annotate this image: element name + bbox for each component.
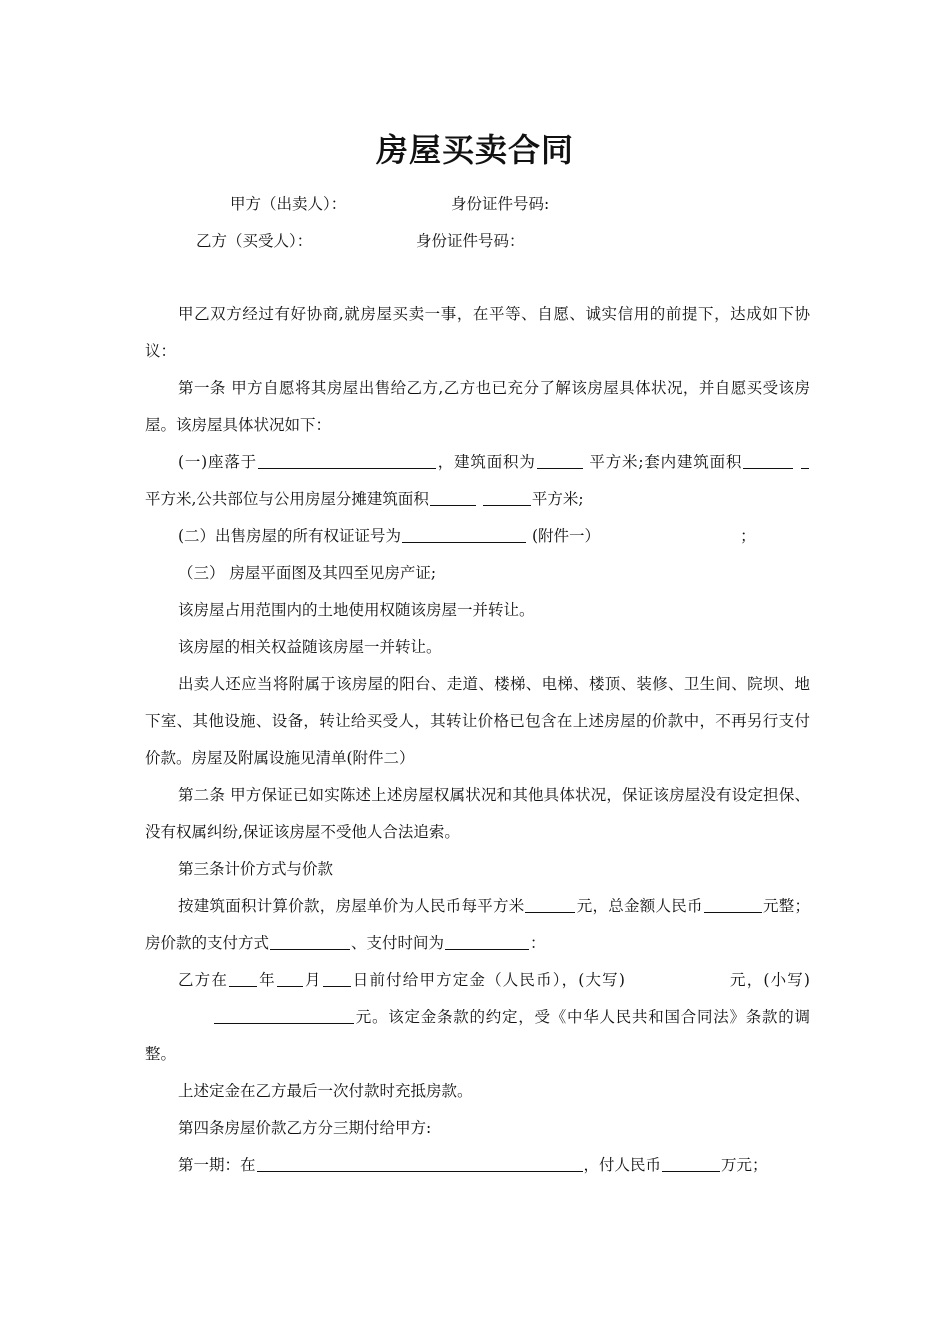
deposit-terms: 元。该定金条款的约定，受《中华人民共和国合同法》条款的调整。	[145, 1008, 810, 1063]
deposit-month: 月	[303, 971, 322, 989]
shared-area-blank-1	[430, 489, 476, 506]
paragraph-article-2: 第二条 甲方保证已如实陈述上述房屋权属状况和其他具体状况，保证该房屋没有设定担保、没有权属纠纷,保证该房屋不受他人合法追索。	[145, 786, 810, 841]
cert-label: (二）出售房屋的所有权证证号为	[178, 527, 402, 545]
installment-label: 第一期：在	[178, 1156, 256, 1174]
location-blank	[258, 452, 436, 469]
inner-area-label: 平方米;套内建筑面积	[589, 453, 743, 471]
total-label: 元，总金额人民币	[576, 897, 703, 915]
deposit-amount-text: 元，(小写)	[728, 971, 810, 989]
inner-area-blank	[743, 452, 793, 469]
document-title: 房屋买卖合同	[375, 131, 574, 169]
total-price-blank	[704, 896, 762, 913]
paragraph-floor-plan: （三） 房屋平面图及其四至见房产证;	[178, 564, 437, 582]
unit-price-blank	[525, 896, 575, 913]
payment-time-label: 、支付时间为	[351, 934, 445, 952]
payment-time-end: ：	[530, 934, 546, 952]
party-b-label: 乙方（买受人）：	[196, 232, 313, 250]
paragraph-article-4: 第四条房屋价款乙方分三期付给甲方:	[178, 1119, 432, 1137]
deposit-day-text: 日前付给甲方定金（人民币），(大写)	[351, 971, 625, 989]
paragraph-property-location	[145, 444, 810, 518]
shared-area-label: 平方米,公共部位与公用房屋分摊建筑面积	[145, 490, 429, 508]
paragraph-ownership-cert	[145, 518, 810, 555]
paragraph-pricing	[145, 888, 810, 962]
paragraph-attachments: 出卖人还应当将附属于该房屋的阳台、走道、楼梯、电梯、楼顶、装修、卫生间、院坝、地下室、其他设施、设备，转让给买受人，其转让价格已包含在上述房屋的价款中，不再另行支付价款。房屋及附属设施见清单(附件二）	[145, 675, 810, 767]
paragraph-article-1: 第一条 甲方自愿将其房屋出售给乙方,乙方也已充分了解该房屋具体状况，并自愿买受该房屋。该房屋具体状况如下：	[145, 379, 810, 434]
party-a-id-label: 身份证件号码:	[451, 195, 550, 213]
paragraph-first-installment	[145, 1147, 810, 1184]
shared-area-unit: 平方米;	[531, 490, 584, 508]
cert-end: ；	[740, 527, 756, 545]
party-a-label: 甲方（出卖人）：	[230, 195, 347, 213]
location-label: (一)座落于	[178, 453, 257, 471]
contract-body	[145, 296, 810, 1184]
installment-amount-label: ，付人民币	[583, 1156, 662, 1174]
deposit-year: 年	[257, 971, 276, 989]
deposit-day-blank	[323, 970, 351, 987]
paragraph-article-3: 第三条计价方式与价款	[178, 860, 334, 878]
payment-method-label: 元整；房价款的支付方式	[145, 897, 810, 952]
paragraph-deposit-offset: 上述定金在乙方最后一次付款时充抵房款。	[178, 1082, 473, 1100]
paragraph-related-rights: 该房屋的相关权益随该房屋一并转让。	[178, 638, 442, 656]
cert-attachment: (附件一）	[532, 527, 601, 545]
paragraph-preamble: 甲乙双方经过有好协商,就房屋买卖一事，在平等、自愿、诚实信用的前提下，达成如下协议：	[145, 305, 810, 360]
installment-unit: 万元；	[721, 1156, 768, 1174]
payment-time-blank	[445, 933, 529, 950]
deposit-label: 乙方在	[178, 971, 228, 989]
cert-number-blank	[402, 526, 526, 543]
party-b-id-label: 身份证件号码：	[416, 232, 525, 250]
installment-date-blank	[257, 1155, 583, 1172]
unit-price-label: 按建筑面积计算价款，房屋单价为人民币每平方米	[178, 897, 525, 915]
payment-method-blank	[270, 933, 350, 950]
installment-amount-blank	[662, 1155, 720, 1172]
deposit-year-blank	[229, 970, 257, 987]
deposit-month-blank	[277, 970, 303, 987]
paragraph-deposit	[145, 962, 810, 1073]
building-area-blank	[537, 452, 583, 469]
area-label: ，建筑面积为	[436, 453, 536, 471]
shared-area-blank-2	[483, 489, 531, 506]
deposit-amount-blank	[214, 1007, 354, 1024]
paragraph-land-use: 该房屋占用范围内的土地使用权随该房屋一并转让。	[178, 601, 535, 619]
inner-area-blank-cont	[801, 452, 809, 469]
